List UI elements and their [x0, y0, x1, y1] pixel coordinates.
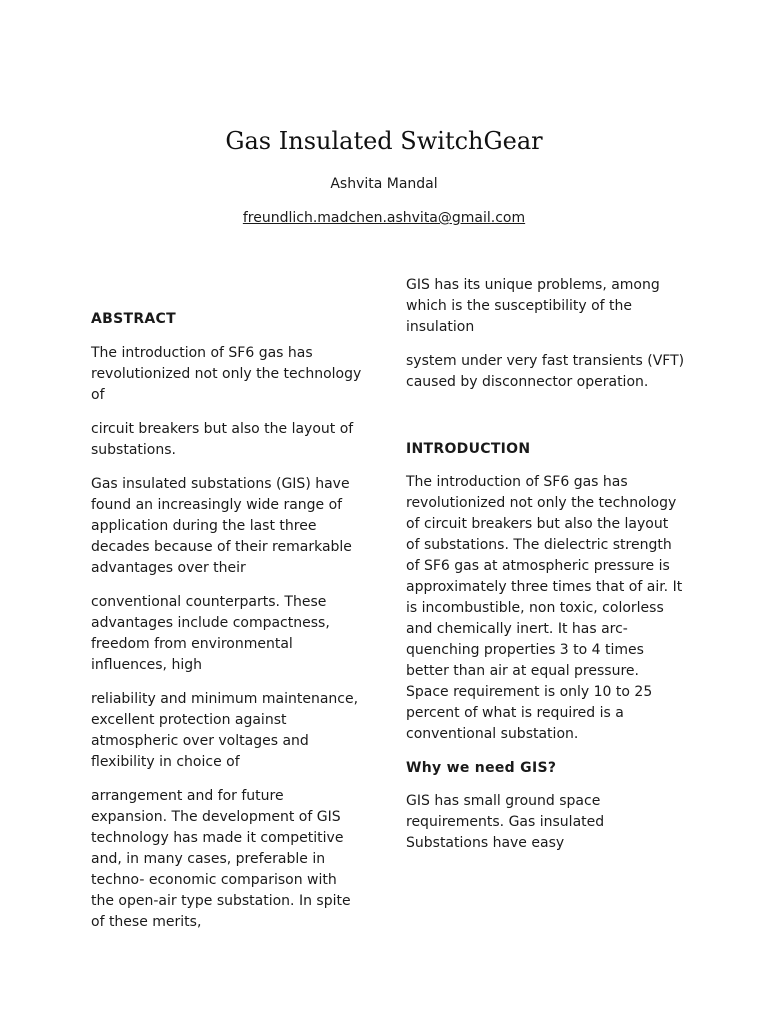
why-gis-heading: Why we need GIS? — [406, 760, 557, 776]
abstract-continuation-paragraph: system under very fast transients (VFT) caused by disconnector operation. — [406, 353, 685, 390]
abstract-heading: ABSTRACT — [91, 311, 176, 327]
author-name: Ashvita Mandal — [330, 176, 438, 192]
abstract-paragraph: conventional counterparts. These advantages include compactness, freedom from environmental influences, high — [91, 594, 330, 673]
email-link[interactable]: freundlich.madchen.ashvita@gmail.com — [242, 210, 526, 226]
abstract-paragraph: arrangement and for future expansion. The development of GIS technology has made it competitive and, in many cases, preferable in techno- economic comparison with the open-air type substation. In spite of these merits, — [91, 788, 351, 930]
abstract-paragraph: reliability and minimum maintenance, excellent protection against atmospheric over voltages and flexibility in choice of — [91, 691, 359, 770]
introduction-heading: INTRODUCTION — [406, 441, 531, 457]
abstract-paragraph: The introduction of SF6 gas has revolutionized not only the technology of — [91, 345, 362, 403]
right-column — [406, 275, 686, 867]
abstract-continuation-paragraph: GIS has its unique problems, among which is the susceptibility of the insulation — [406, 277, 660, 335]
why-gis-paragraph: GIS has small ground space requirements. Gas insulated Substations have easy — [406, 793, 605, 851]
introduction-paragraph: The introduction of SF6 gas has revolutionized not only the technology of circuit breakers but also the layout of substations. The dielectric strength of SF6 gas at atmospheric pressure is approximately three times that of air. It is incombustible, non toxic, colorless and chemically inert. It has arc-quenching properties 3 to 4 times better than air at equal pressure. Space requirement is only 10 to 25 percent of what is required is a conventional substation. — [406, 474, 683, 742]
abstract-paragraph: Gas insulated substations (GIS) have found an increasingly wide range of application during the last three decades because of their remarkable advantages over their — [91, 476, 352, 576]
page-title: Gas Insulated SwitchGear — [225, 127, 543, 155]
left-column — [91, 309, 363, 946]
abstract-paragraph: circuit breakers but also the layout of substations. — [91, 421, 354, 458]
author-email — [0, 208, 768, 228]
